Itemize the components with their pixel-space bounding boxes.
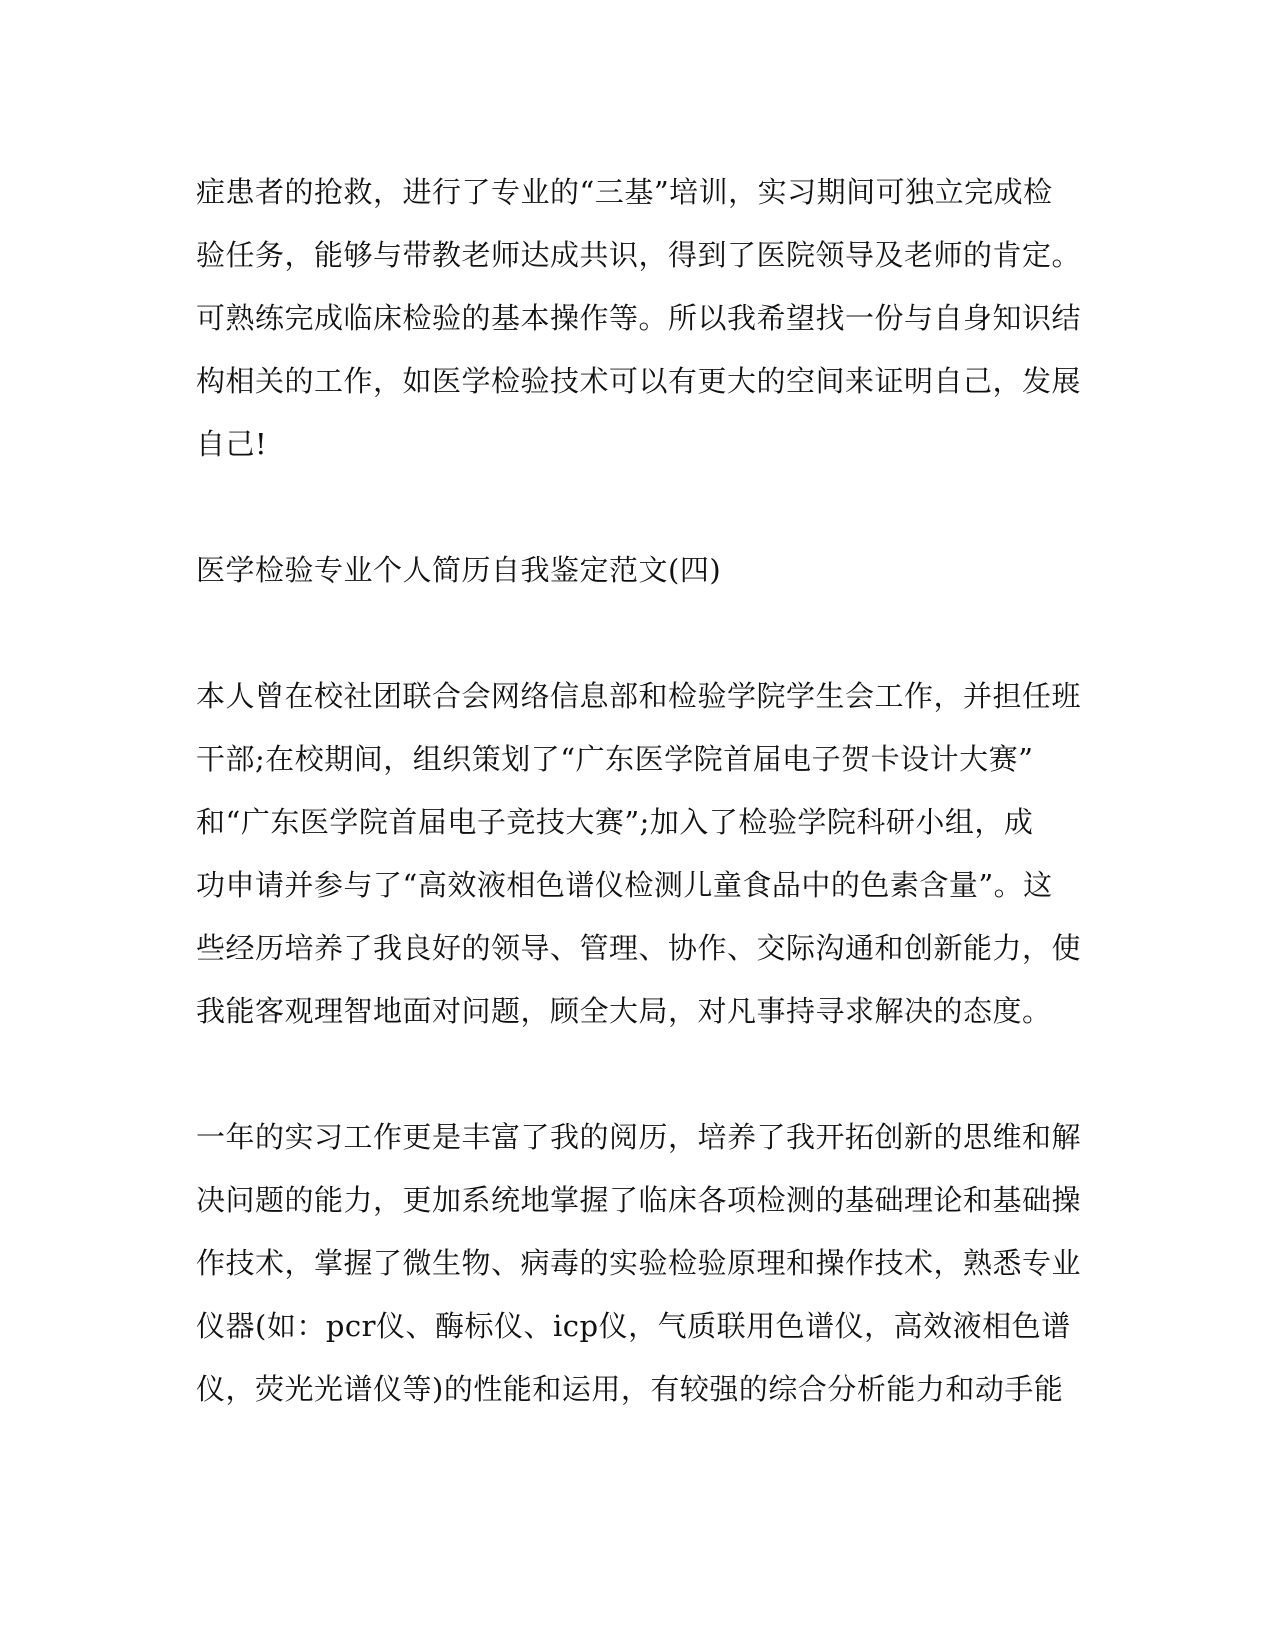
paragraph-2-line-6: 我能客观理智地面对问题，顾全大局，对凡事持寻求解决的态度。 bbox=[196, 994, 1052, 1028]
paragraph-3-line-1: 一年的实习工作更是丰富了我的阅历，培养了我开拓创新的思维和解 bbox=[196, 1120, 1082, 1154]
section-heading: 医学检验专业个人简历自我鉴定范文(四) bbox=[196, 553, 722, 587]
paragraph-1-line-2: 验任务，能够与带教老师达成共识，得到了医院领导及老师的肯定。 bbox=[196, 238, 1082, 272]
paragraph-1-line-4: 构相关的工作，如医学检验技术可以有更大的空间来证明自己，发展 bbox=[196, 364, 1082, 398]
paragraph-1-line-3: 可熟练完成临床检验的基本操作等。所以我希望找一份与自身知识结 bbox=[196, 301, 1082, 335]
paragraph-1-line-1: 症患者的抢救，进行了专业的“三基”培训，实习期间可独立完成检 bbox=[196, 175, 1053, 209]
paragraph-2-line-2: 干部;在校期间，组织策划了“广东医学院首届电子贺卡设计大赛” bbox=[196, 742, 1034, 776]
paragraph-3-line-4: 仪器(如：pcr仪、酶标仪、icp仪，气质联用色谱仪，高效液相色谱 bbox=[196, 1309, 1071, 1343]
paragraph-2-line-1: 本人曾在校社团联合会网络信息部和检验学院学生会工作，并担任班 bbox=[196, 679, 1082, 713]
paragraph-2-line-3: 和“广东医学院首届电子竞技大赛”;加入了检验学院科研小组，成 bbox=[196, 805, 1034, 839]
paragraph-3-line-5: 仪，荧光光谱仪等)的性能和运用，有较强的综合分析能力和动手能 bbox=[196, 1372, 1064, 1406]
paragraph-1-line-5: 自己! bbox=[196, 427, 268, 461]
paragraph-2-line-4: 功申请并参与了“高效液相色谱仪检测儿童食品中的色素含量”。这 bbox=[196, 868, 1053, 902]
paragraph-3-line-2: 决问题的能力，更加系统地掌握了临床各项检测的基础理论和基础操 bbox=[196, 1183, 1082, 1217]
paragraph-2-line-5: 些经历培养了我良好的领导、管理、协作、交际沟通和创新能力，使 bbox=[196, 931, 1082, 965]
paragraph-3-line-3: 作技术，掌握了微生物、病毒的实验检验原理和操作技术，熟悉专业 bbox=[196, 1246, 1082, 1280]
